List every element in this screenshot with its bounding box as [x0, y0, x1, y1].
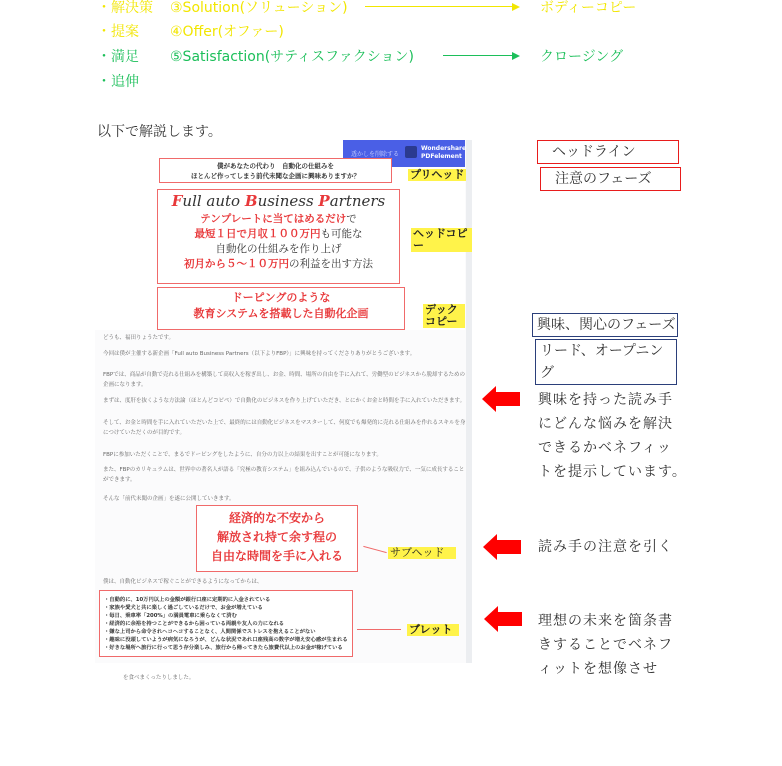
- paragraph: どうも、福田りょうたです。: [103, 335, 175, 341]
- paragraph: FBPでは、商品が自動で売れる仕組みを構築して高収入を稼ぎ出し、お金、時間、場所の自由を手に入れて、労働型のビジネスから脱却するための: [103, 372, 465, 378]
- red-arrow-left-icon: [482, 386, 520, 412]
- pointer-line: [363, 546, 386, 553]
- arrow-head-icon: [512, 52, 520, 60]
- paragraph: 今回は僕が主催する新企画「Full auto Business Partners（以下よりFBP）」に興味を持ってくださりありがとうございます。: [103, 351, 416, 357]
- bullet-item: ・好きな場所へ旅行に行って思う存分楽しみ、旅行から帰ってきたら旅費代以上のお金が稼げている: [104, 645, 343, 651]
- product-title: Full auto Business Partners: [171, 192, 386, 210]
- list-stage-satisfaction: ・満足: [97, 49, 139, 65]
- paragraph: また、FBPのカリキュラムは、世界中の著名人が語る「究極の教育システム」を組み込んでいるので、子供のような吸収力で、一気に成長すること: [103, 467, 465, 473]
- list-step-solution: ③Solution(ソリューション): [170, 0, 348, 16]
- remove-watermark-button[interactable]: 透かしを削除する: [351, 151, 400, 158]
- list-step-satisfaction: ⑤Satisfaction(サティスファクション): [170, 49, 414, 65]
- bullet-description: 理想の未来を箇条書 きすることでベネフ ィットを想像させ: [538, 613, 673, 677]
- label-headline: ヘッドライン: [537, 140, 679, 164]
- bullet-item: ・嫌な上司から命令されヘコヘコすることなく、人間関係でストレスを抱えることがない: [104, 629, 316, 635]
- subhead-box: 経済的な不安から 解放され持て余す程の 自由な時間を手に入れる: [196, 505, 358, 572]
- bullets-note: ブレット: [407, 624, 459, 636]
- list-target-closing: クロージング: [540, 49, 624, 65]
- bullet-item: ・自動的に、10万円以上の金額が銀行口座に定期的に入金されている: [104, 597, 271, 603]
- deck-note: デックコピー: [423, 304, 465, 328]
- bullets-intro: 僕は、自動化ビジネスで稼ぐことができるようになってからは、: [103, 579, 263, 585]
- prehead-note: プリヘッド: [410, 168, 465, 181]
- bullets-box: [99, 590, 353, 657]
- headcopy-box: [157, 189, 400, 284]
- paragraph: ができます。: [103, 477, 136, 483]
- deck-box: ドーピングのような 教育システムを搭載した自動化企画: [157, 287, 405, 330]
- headcopy-note: ヘッドコピー: [411, 228, 472, 252]
- bullet-item: ・毎日、乗車率「200%」の満員電車に乗らなくて済む: [104, 613, 237, 619]
- red-arrow-left-icon: [483, 534, 521, 560]
- watermark-brand: Wondershare PDFelement: [421, 145, 467, 160]
- prehead-line: ほとんど作ってしまう前代未聞な企画に興味ありますか？: [191, 172, 360, 180]
- list-stage-solution: ・解決策: [97, 0, 153, 16]
- arrow-head-icon: [512, 3, 520, 11]
- bullet-item: ・家族や愛犬と共に楽しく過ごしているだけで、お金が増えている: [104, 605, 263, 611]
- label-lead-opening: リード、オープニング: [535, 339, 677, 385]
- paragraph: そんな「前代未聞の企画」を遂に公開していきます。: [103, 496, 235, 502]
- scrollbar: [466, 140, 472, 685]
- paragraph: まずは、度肝を抜くような方法論（ほとんどコピペ）で自動化のビジネスを作り上げていただき、とにかくお金と時間を手に入れていただきます。: [103, 398, 466, 404]
- list-stage-offer: ・提案: [97, 24, 139, 40]
- list-step-offer: ④Offer(オファー): [170, 24, 284, 40]
- paragraph: 企画になります。: [103, 382, 147, 388]
- paragraph: を食べまくったりしました。: [123, 675, 195, 681]
- pdfelement-logo-icon: [405, 146, 417, 158]
- intro-text: 以下で解説します。: [97, 124, 222, 140]
- prehead-line: 僕があなたの代わり 自動化の仕組みを: [217, 162, 334, 170]
- prehead-box: [159, 158, 392, 183]
- bullet-item: ・趣味に没頭していようが病気になろうが、どんな状況であれ口座残高の数字が増え安心感が生まれる: [104, 637, 348, 643]
- paragraph: そして、お金と時間を手に入れていただいた上で、最終的には自動化ビジネスをマスターして、何度でも爆発的に売れる仕組みを作れるスキルを身: [103, 420, 466, 426]
- paragraph: につけていただくのが目的です。: [103, 430, 185, 436]
- list-target-body: ボディーコピー: [540, 0, 637, 16]
- embedded-lp-screenshot: [95, 140, 472, 685]
- list-stage-ps: ・追伸: [97, 74, 139, 90]
- subhead-description: 読み手の注意を引く: [538, 539, 673, 555]
- pointer-line: [357, 629, 401, 630]
- lead-description: 興味を持った読み手 にどんな悩みを解決 できるかベネフィッ トを提示しています。: [538, 392, 687, 480]
- arrow-line: [443, 55, 513, 56]
- headcopy-text: テンプレートに当てはめるだけで 最短１日で月収１００万円も可能な 自動化の仕組みを作り上げ 初月から５～１０万円の利益を出す方法: [184, 213, 373, 270]
- red-arrow-left-icon: [484, 604, 522, 634]
- arrow-line: [365, 6, 513, 7]
- label-attention-phase: 注意のフェーズ: [540, 167, 681, 191]
- bullet-item: ・経済的に余裕を持つことができるから困っている両親や友人の力になれる: [104, 621, 285, 627]
- paragraph: FBPに参加いただくことで、まるでドーピングをしたように、自分の力以上の結果を出すことが可能になります。: [103, 452, 382, 458]
- label-interest-phase: 興味、関心のフェーズ: [532, 313, 678, 337]
- subhead-note: サブヘッド: [388, 547, 456, 559]
